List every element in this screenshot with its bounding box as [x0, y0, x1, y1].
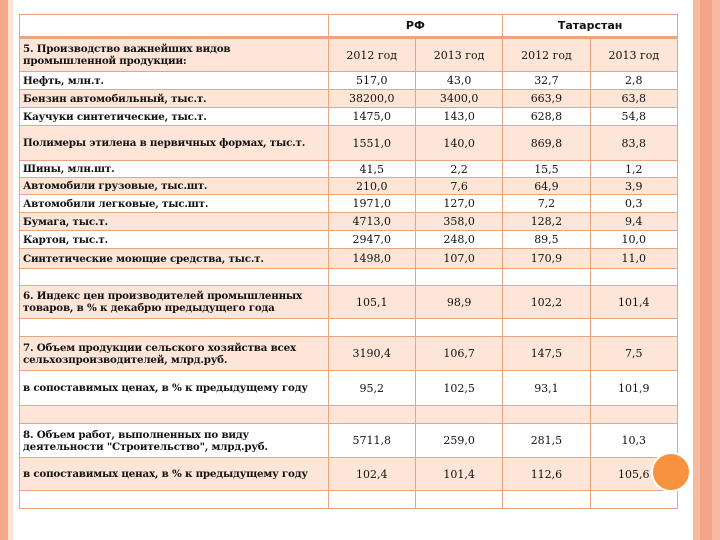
table-row [20, 458, 678, 491]
table-row [20, 424, 678, 458]
value-tat-2013: 3,9 [590, 178, 677, 195]
row-label: 6. Индекс цен производителей промышленных товаров, в % к декабрю предыдущего года [20, 286, 329, 319]
value-rf-2012: 3190,4 [328, 337, 415, 371]
value-rf-2012: 210,0 [328, 178, 415, 195]
row-label: в сопоставимых ценах, в % к предыдущему году [20, 458, 329, 491]
value-rf-2013: 358,0 [415, 213, 502, 231]
table-row [20, 161, 678, 178]
table-row [20, 108, 678, 126]
value-rf-2012: 102,4 [328, 458, 415, 491]
table-row [20, 231, 678, 249]
value-rf-2012: 1475,0 [328, 108, 415, 126]
value-rf-2012: 95,2 [328, 371, 415, 406]
value-tat-2013: 9,4 [590, 213, 677, 231]
value-rf-2013: 43,0 [415, 72, 502, 90]
table-row [20, 213, 678, 231]
header-rf: РФ [328, 15, 503, 38]
value-tat-2012: 89,5 [503, 231, 590, 249]
value-tat-2012: 281,5 [503, 424, 590, 458]
row-label: Автомобили грузовые, тыс.шт. [20, 178, 329, 195]
value-tat-2012: 663,9 [503, 90, 590, 108]
year-rf-2013: 2013 год [415, 38, 502, 72]
value-rf-2012: 2947,0 [328, 231, 415, 249]
blank-row [20, 269, 678, 286]
value-rf-2012: 517,0 [328, 72, 415, 90]
value-tat-2012: 170,9 [503, 249, 590, 269]
value-tat-2012: 112,6 [503, 458, 590, 491]
year-rf-2012: 2012 год [328, 38, 415, 72]
value-rf-2012: 1551,0 [328, 126, 415, 161]
value-tat-2013: 105,6 [590, 458, 677, 491]
value-rf-2012: 1971,0 [328, 195, 415, 213]
value-rf-2013: 98,9 [415, 286, 502, 319]
value-rf-2012: 1498,0 [328, 249, 415, 269]
value-tat-2013: 10,0 [590, 231, 677, 249]
table-row [20, 371, 678, 406]
value-tat-2012: 32,7 [503, 72, 590, 90]
value-tat-2012: 102,2 [503, 286, 590, 319]
row-label: Бумага, тыс.т. [20, 213, 329, 231]
table-header-row [20, 15, 678, 38]
value-tat-2012: 869,8 [503, 126, 590, 161]
year-tat-2012: 2012 год [503, 38, 590, 72]
value-tat-2012: 7,2 [503, 195, 590, 213]
value-tat-2012: 147,5 [503, 337, 590, 371]
value-tat-2013: 83,8 [590, 126, 677, 161]
table-row [20, 286, 678, 319]
value-tat-2013: 11,0 [590, 249, 677, 269]
value-rf-2012: 105,1 [328, 286, 415, 319]
value-rf-2013: 259,0 [415, 424, 502, 458]
slide-right-border-inner [700, 0, 712, 540]
value-tat-2013: 2,8 [590, 72, 677, 90]
table-row [20, 178, 678, 195]
value-tat-2012: 128,2 [503, 213, 590, 231]
row-label: Полимеры этилена в первичных формах, тыс.т. [20, 126, 329, 161]
value-rf-2013: 107,0 [415, 249, 502, 269]
value-rf-2012: 5711,8 [328, 424, 415, 458]
statistics-table [19, 14, 678, 509]
value-tat-2013: 1,2 [590, 161, 677, 178]
slide-left-border [0, 0, 8, 540]
value-tat-2012: 15,5 [503, 161, 590, 178]
value-rf-2013: 7,6 [415, 178, 502, 195]
blank-row [20, 406, 678, 424]
value-rf-2013: 143,0 [415, 108, 502, 126]
value-rf-2012: 4713,0 [328, 213, 415, 231]
decorative-orange-circle [651, 452, 691, 492]
table-row [20, 195, 678, 213]
value-rf-2013: 140,0 [415, 126, 502, 161]
row-label: Бензин автомобильный, тыс.т. [20, 90, 329, 108]
value-rf-2013: 3400,0 [415, 90, 502, 108]
value-tat-2013: 10,3 [590, 424, 677, 458]
header-tatarstan: Татарстан [503, 15, 678, 38]
row-label: Шины, млн.шт. [20, 161, 329, 178]
value-rf-2013: 248,0 [415, 231, 502, 249]
table-row [20, 126, 678, 161]
value-tat-2012: 64,9 [503, 178, 590, 195]
row-label: 8. Объем работ, выполненных по виду деятельности "Строительство", млрд.руб. [20, 424, 329, 458]
section5-title: 5. Производство важнейших видов промышленной продукции: [20, 38, 329, 72]
value-rf-2012: 41,5 [328, 161, 415, 178]
row-label: Каучуки синтетические, тыс.т. [20, 108, 329, 126]
value-tat-2013: 63,8 [590, 90, 677, 108]
value-tat-2012: 93,1 [503, 371, 590, 406]
blank-row [20, 319, 678, 337]
value-rf-2013: 2,2 [415, 161, 502, 178]
value-tat-2013: 7,5 [590, 337, 677, 371]
value-tat-2012: 628,8 [503, 108, 590, 126]
year-tat-2013: 2013 год [590, 38, 677, 72]
section5-header-row [20, 38, 678, 72]
value-tat-2013: 101,4 [590, 286, 677, 319]
row-label: Картон, тыс.т. [20, 231, 329, 249]
value-tat-2013: 0,3 [590, 195, 677, 213]
value-tat-2013: 54,8 [590, 108, 677, 126]
value-rf-2012: 38200,0 [328, 90, 415, 108]
slide-left-border-light [8, 0, 13, 540]
row-label: Автомобили легковые, тыс.шт. [20, 195, 329, 213]
value-rf-2013: 101,4 [415, 458, 502, 491]
header-empty-cell [20, 15, 329, 38]
value-rf-2013: 106,7 [415, 337, 502, 371]
table-row [20, 72, 678, 90]
blank-row [20, 491, 678, 509]
table-row [20, 90, 678, 108]
row-label: в сопоставимых ценах, в % к предыдущему году [20, 371, 329, 406]
row-label: Нефть, млн.т. [20, 72, 329, 90]
row-label: 7. Объем продукции сельского хозяйства всех сельхозпроизводителей, млрд.руб. [20, 337, 329, 371]
value-tat-2013: 101,9 [590, 371, 677, 406]
value-rf-2013: 102,5 [415, 371, 502, 406]
row-label: Синтетические моющие средства, тыс.т. [20, 249, 329, 269]
value-rf-2013: 127,0 [415, 195, 502, 213]
table-row [20, 337, 678, 371]
table-row [20, 249, 678, 269]
